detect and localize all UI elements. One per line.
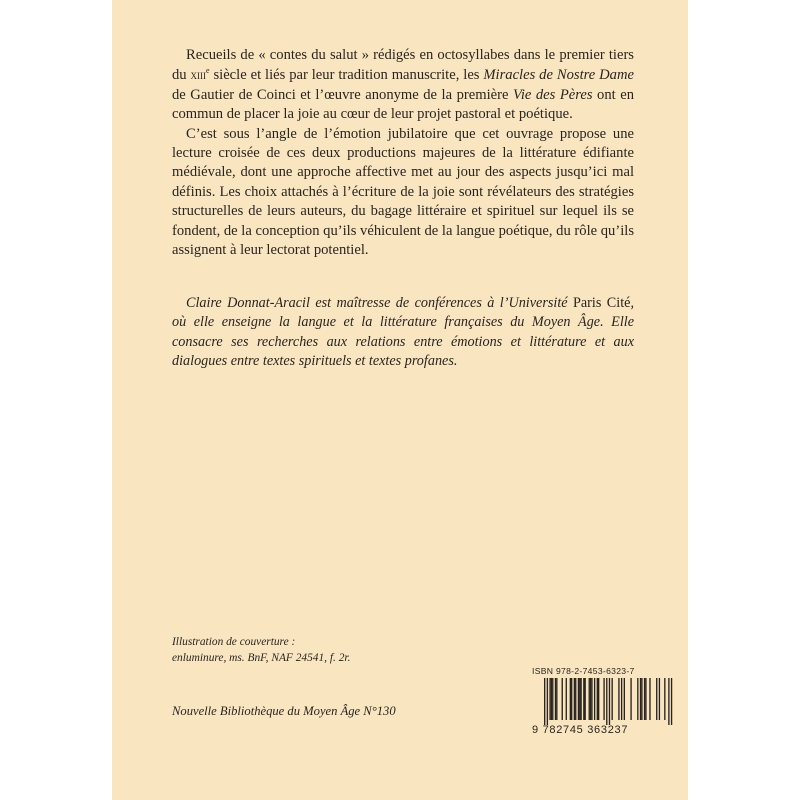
barcode-bar	[562, 678, 563, 720]
summary-text: de Gautier de Coinci et l’œuvre anonyme de la première	[172, 86, 513, 103]
barcode-bar	[664, 678, 665, 720]
barcode-bar	[640, 678, 641, 720]
illustration-credit-line: Illustration de couverture :	[172, 636, 296, 648]
summary-paragraph-1	[172, 46, 634, 125]
barcode-bar	[659, 678, 660, 720]
barcode-bar	[624, 678, 625, 720]
barcode-bar	[637, 678, 638, 720]
back-cover	[112, 0, 688, 800]
series-name: Nouvelle Bibliothèque du Moyen Âge N°130	[172, 704, 396, 718]
author-bio-paragraph	[172, 294, 634, 372]
barcode-bar	[591, 678, 592, 720]
century-numeral: xiii	[190, 67, 206, 83]
barcode-bar	[641, 678, 642, 720]
isbn-digits: 9 782745 363237	[532, 724, 629, 736]
barcode-bar	[618, 678, 619, 720]
barcode-bar	[656, 678, 657, 720]
barcode-bar	[549, 678, 550, 720]
barcode-bar	[649, 678, 650, 720]
barcode-bar	[597, 678, 598, 720]
author-bio-text: Paris Cité	[572, 295, 631, 311]
summary-text: ont en commun de placer la joie au cœur de leur projet pastoral et poétique.	[172, 86, 634, 123]
barcode-bar	[566, 678, 567, 720]
work-title: Miracles de Nostre Dame	[483, 67, 634, 84]
barcode-bar	[547, 678, 548, 725]
isbn-barcode	[532, 666, 682, 738]
barcode-bar	[612, 678, 613, 720]
barcode-bar	[603, 678, 604, 720]
barcode-bar	[552, 678, 553, 720]
book-summary	[172, 46, 634, 260]
barcode-bar	[583, 678, 584, 720]
barcode-bar	[551, 678, 552, 720]
century-superscript: e	[206, 66, 210, 76]
barcode-bar	[555, 678, 556, 720]
barcode-bar	[590, 678, 591, 720]
barcode-bar	[579, 678, 580, 720]
author-bio-text: , où elle enseigne la langue et la littérature françaises du Moyen Âge. Elle consacre ses recherches aux relations entre émotions et littérature et aux dialogues entre textes spirituels et textes profanes.	[172, 295, 634, 370]
barcode-bar	[645, 678, 646, 720]
summary-text: Recueils de « contes du salut » rédigés en octosyllabes dans le premier tiers du	[172, 47, 634, 84]
work-title: Vie des Pères	[512, 86, 593, 103]
illustration-credit	[172, 635, 452, 666]
author-bio	[172, 294, 634, 372]
barcode-bar	[671, 678, 672, 725]
barcode-bar	[621, 678, 622, 720]
illustration-credit-line: enluminure, ms. BnF, NAF 24541, f. 2r.	[172, 651, 351, 664]
barcode-bar	[574, 678, 575, 720]
summary-paragraph-2: C’est sous l’angle de l’émotion jubilatoire que cet ouvrage propose une lecture croisée de ces deux productions majeures de la littérature édifiante médiévale, dont une approche affective met au jour des aspects jusqu’ici mal définis. Les choix attachés à l’écriture de la joie sont révélateurs des stratégies structurelles de leurs auteurs, du bagage littéraire et spirituel sur lequel ils se fondent, de la conception qu’ils véhiculent de la langue poétique, du rôle qu’ils assignent à leur lectorat potentiel.	[172, 125, 634, 259]
barcode-bar	[571, 678, 572, 720]
barcode-bar	[598, 678, 599, 720]
barcode-bar	[606, 678, 607, 725]
barcode-bar	[594, 678, 595, 720]
barcode-bar	[570, 678, 571, 720]
summary-text: siècle et liés par leur tradition manuscrite, les	[209, 67, 484, 84]
barcode-bar	[578, 678, 579, 720]
author-bio-text: Claire Donnat-Aracil est maîtresse de conférences à l’Université	[186, 295, 573, 311]
barcode-bar	[556, 678, 557, 720]
barcode-bar	[644, 678, 645, 720]
barcode-bar	[609, 678, 610, 725]
barcode-bar	[585, 678, 586, 720]
barcode-bar	[575, 678, 576, 720]
isbn-label: ISBN 978-2-7453-6323-7	[532, 666, 635, 676]
barcode-bar	[544, 678, 545, 725]
barcode-bar	[580, 678, 581, 720]
barcode-bar	[668, 678, 669, 725]
barcode-bars	[532, 678, 682, 725]
barcode-bar	[630, 678, 631, 720]
barcode-bar	[589, 678, 590, 720]
